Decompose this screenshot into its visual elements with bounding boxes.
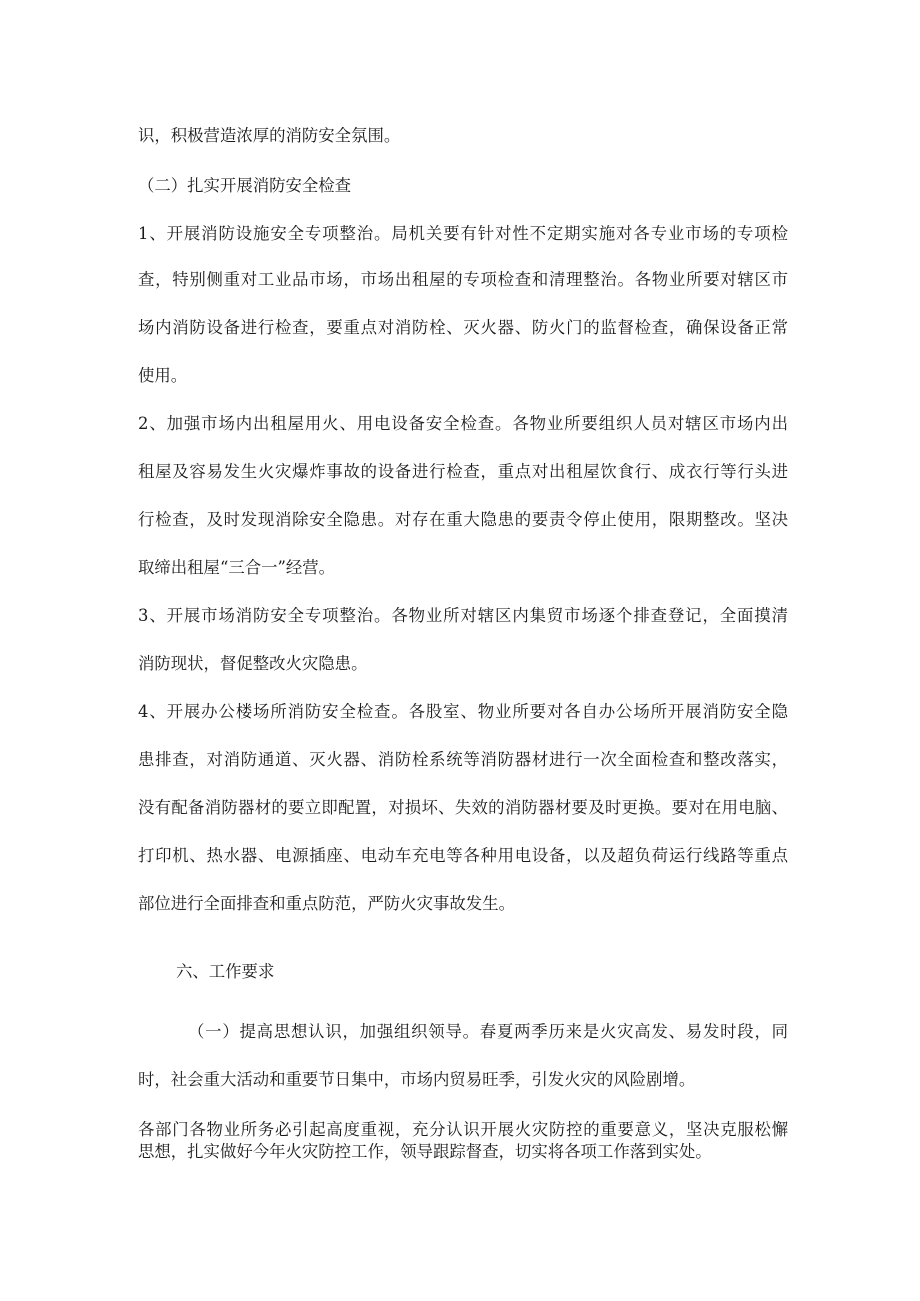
section-heading: （二）扎实开展消防安全检查 xyxy=(138,176,352,195)
paragraph-line: 部位进行全面排查和重点防范，严防火灾事故发生。 xyxy=(138,894,515,913)
paragraph-line: 1、开展消防设施安全专项整治。局机关要有针对性不定期实施对各专业市场的专项检 xyxy=(138,224,788,243)
paragraph-line: 租屋及容易发生火灾爆炸事故的设备进行检查，重点对出租屋饮食行、成衣行等行头进 xyxy=(138,462,788,481)
paragraph-line: 4、开展办公楼场所消防安全检查。各股室、物业所要对各自办公场所开展消防安全隐 xyxy=(138,702,788,721)
paragraph-line: 时，社会重大活动和重要节日集中，市场内贸易旺季，引发火灾的风险剧增。 xyxy=(138,1070,696,1089)
paragraph-line: 2、加强市场内出租屋用火、用电设备安全检查。各物业所要组织人员对辖区市场内出 xyxy=(138,414,788,433)
paragraph-line: 消防现状，督促整改火灾隐患。 xyxy=(138,654,368,673)
paragraph-line: 取缔出租屋“三合一”经营。 xyxy=(138,558,336,577)
paragraph-line: 场内消防设备进行检查，要重点对消防栓、灭火器、防火门的监督检查，确保设备正常 xyxy=(138,318,788,337)
paragraph-line: （一）提高思想认识，加强组织领导。春夏两季历来是火灾高发、易发时段，同 xyxy=(188,1022,788,1041)
paragraph-line: 打印机、热水器、电源插座、电动车充电等各种用电设备，以及超负荷运行线路等重点 xyxy=(138,846,788,865)
section-heading: 六、工作要求 xyxy=(176,962,275,981)
paragraph-line: 识，积极营造浓厚的消防安全氛围。 xyxy=(138,126,401,145)
paragraph-line: 没有配备消防器材的要立即配置，对损坏、失效的消防器材要及时更换。要对在用电脑、 xyxy=(138,798,788,817)
paragraph-line: 各部门各物业所务必引起高度重视，充分认识开展火灾防控的重要意义，坚决克服松懈 xyxy=(138,1120,788,1139)
paragraph-line: 患排查，对消防通道、灭火器、消防栓系统等消防器材进行一次全面检查和整改落实， xyxy=(138,750,788,769)
paragraph-line: 行检查，及时发现消除安全隐患。对存在重大隐患的要责令停止使用，限期整改。坚决 xyxy=(138,510,788,529)
paragraph-line: 思想，扎实做好今年火灾防控工作，领导跟踪督查，切实将各项工作落到实处。 xyxy=(138,1142,712,1161)
paragraph-line: 查，特别侧重对工业品市场，市场出租屋的专项检查和清理整治。各物业所要对辖区市 xyxy=(138,270,788,289)
paragraph-line: 使用。 xyxy=(138,366,188,385)
paragraph-line: 3、开展市场消防安全专项整治。各物业所对辖区内集贸市场逐个排查登记，全面摸清 xyxy=(138,606,788,625)
